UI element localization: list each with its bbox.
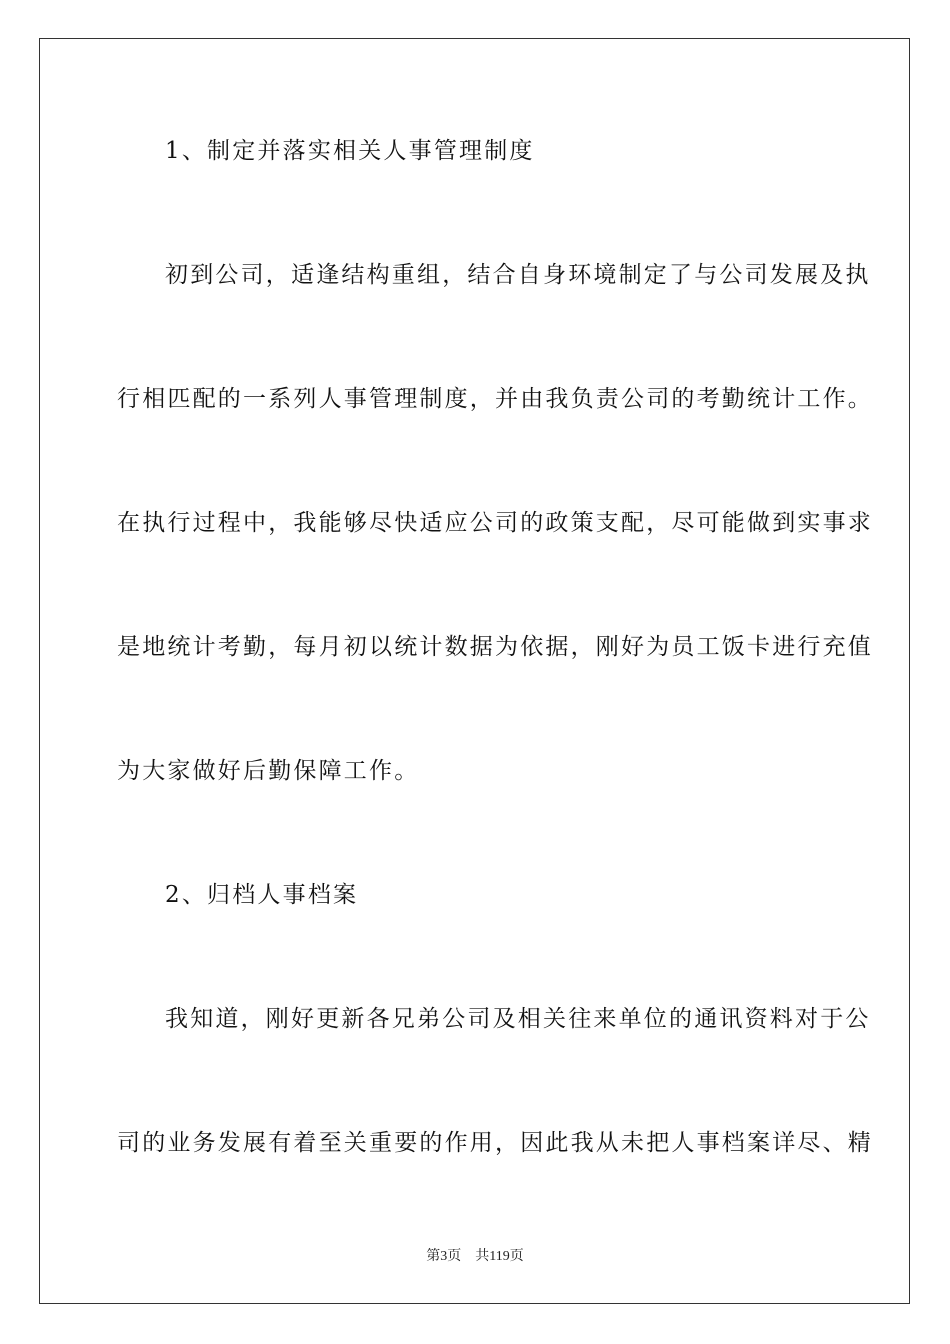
paragraph-line: 司的业务发展有着至关重要的作用，因此我从未把人事档案详尽、精 bbox=[117, 1130, 873, 1156]
section-heading-2: 2、归档人事档案 bbox=[165, 882, 359, 908]
paragraph-line: 为大家做好后勤保障工作。 bbox=[117, 758, 420, 784]
paragraph-line: 在执行过程中，我能够尽快适应公司的政策支配，尽可能做到实事求 bbox=[117, 510, 873, 536]
paragraph-line: 是地统计考勤，每月初以统计数据为依据，刚好为员工饭卡进行充值 bbox=[117, 634, 873, 660]
page-footer bbox=[0, 1248, 950, 1266]
page-border bbox=[39, 38, 910, 1304]
paragraph-line: 行相匹配的一系列人事管理制度，并由我负责公司的考勤统计工作。 bbox=[117, 386, 873, 412]
paragraph-line: 初到公司，适逢结构重组，结合自身环境制定了与公司发展及执 bbox=[165, 262, 871, 288]
page-total: 共119页 bbox=[475, 1249, 524, 1264]
paragraph-line: 我知道，刚好更新各兄弟公司及相关往来单位的通讯资料对于公 bbox=[165, 1006, 871, 1032]
page-number: 第3页 bbox=[426, 1249, 462, 1264]
section-heading-1: 1、制定并落实相关人事管理制度 bbox=[165, 138, 535, 164]
